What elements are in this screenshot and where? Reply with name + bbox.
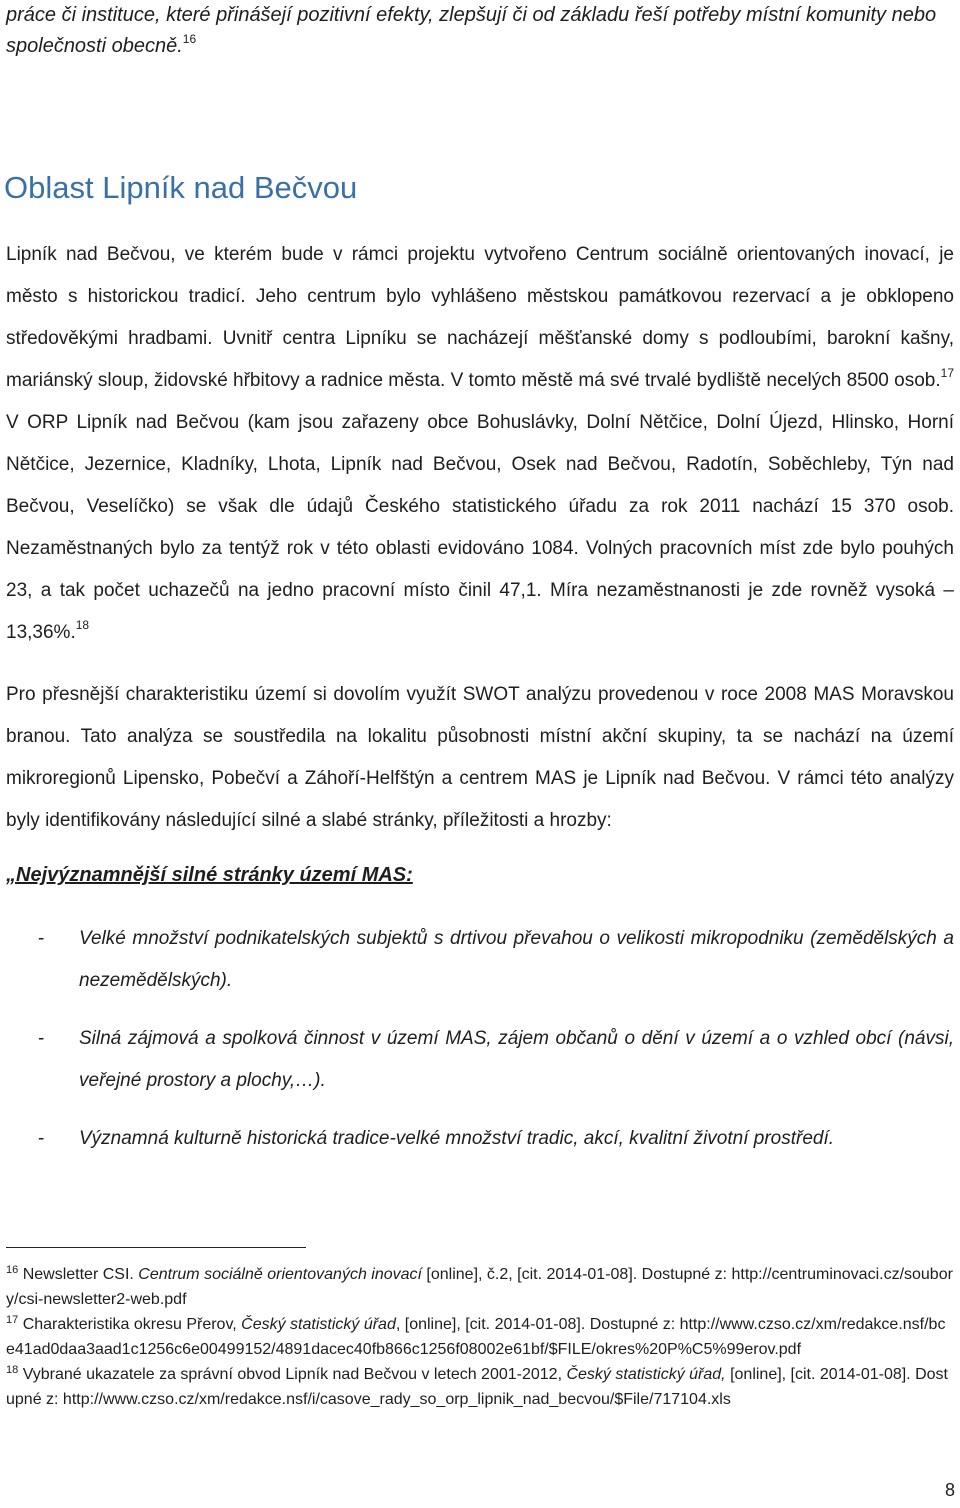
list-item-text: Významná kulturně historická tradice-velké množství tradic, akcí, kvalitní životní prostředí. — [79, 1128, 835, 1149]
strengths-list — [6, 918, 954, 1176]
footnote-text: Newsletter CSI. — [18, 1266, 139, 1283]
page-number: 8 — [945, 1480, 956, 1500]
footnote-separator — [6, 1247, 306, 1248]
footnote-text: Vybrané ukazatele za správní obvod Lipník nad Bečvou v letech 2001-2012, — [18, 1366, 567, 1383]
strengths-heading: „Nejvýznamnější silné stránky území MAS: — [6, 864, 413, 886]
list-item — [6, 918, 954, 1002]
footnote-source-title: Centrum sociálně orientovaných inovací — [138, 1266, 422, 1283]
footnote-16 — [6, 1262, 954, 1312]
footnote-ref-18[interactable]: 18 — [75, 618, 90, 632]
footnote-17 — [6, 1312, 954, 1362]
lipnik-text-part1: Lipník nad Bečvou, ve kterém bude v rámci projektu vytvořeno Centrum sociálně orientovaných inovací, je město s historickou tradicí. Jeho centrum bylo vyhlášeno městskou památkovou rezervací a je obklopeno středověkými hradbami. Uvnitř centra Lipníku se nacházejí měšťanské domy s podloubími, barokní kašny, mariánský sloup, židovské hřbitovy a radnice města. V tomto městě má své trvalé bydliště necelých 8500 osob. — [6, 244, 954, 391]
list-dash: - — [38, 1028, 45, 1049]
footnote-number: 18 — [6, 1364, 19, 1376]
list-item-text: Silná zájmová a spolková činnost v území MAS, zájem občanů o dění v území a o vzhled obcí (návsi, veřejné prostory a plochy,…). — [79, 1028, 954, 1091]
intro-text: práce či instituce, které přinášejí pozitivní efekty, zlepšují či od základu řeší potřeby místní komunity nebo společnosti obecně. — [6, 4, 937, 57]
footnote-text: Charakteristika okresu Přerov, — [18, 1316, 242, 1333]
list-item — [6, 1018, 954, 1102]
footnotes — [6, 1262, 954, 1412]
footnote-source-title: Český statistický úřad, — [566, 1366, 726, 1383]
list-dash: - — [38, 1128, 45, 1149]
lipnik-paragraph — [6, 234, 954, 654]
list-dash: - — [38, 928, 45, 949]
footnote-number: 16 — [6, 1264, 19, 1276]
footnote-source-title: Český statistický úřad — [241, 1316, 396, 1333]
list-item — [6, 1118, 954, 1160]
swot-paragraph: Pro přesnější charakteristiku území si dovolím využít SWOT analýzu provedenou v roce 2008 MAS Moravskou branou. Tato analýza se soustředila na lokalitu působnosti místní akční skupiny, ta se nachází na území mikroregionů Lipensko, Pobečví a Záhoří-Helfštýn a centrem MAS je Lipník nad Bečvou. V rámci této analýzy byly identifikovány následující silné a slabé stránky, příležitosti a hrozby: — [6, 684, 954, 831]
intro-paragraph — [6, 0, 952, 62]
footnote-ref-16[interactable]: 16 — [182, 32, 197, 46]
footnote-link-text[interactable]: [online], [cit. 2014-01-08]. Dostupné z: http://www.czso.cz/xm/redakce.nsf/i/casove_rady_so_orp_lipnik_nad_becvou/$File/717104.xls — [6, 1366, 948, 1408]
footnote-link-text[interactable]: [online], č.2, [cit. 2014-01-08]. Dostupné z: http://centruminovaci.cz/soubory/csi-newsletter2-web.pdf — [6, 1266, 953, 1308]
section-heading: Oblast Lipník nad Bečvou — [4, 170, 358, 205]
list-item-text: Velké množství podnikatelských subjektů s drtivou převahou o velikosti mikropodniku (zemědělských a nezemědělských). — [79, 928, 954, 991]
footnote-18 — [6, 1362, 954, 1412]
lipnik-text-part2: V ORP Lipník nad Bečvou (kam jsou zařazeny obce Bohuslávky, Dolní Nětčice, Dolní Újezd, Hlinsko, Horní Nětčice, Jezernice, Kladníky, Lhota, Lipník nad Bečvou, Osek nad Bečvou, Radotín, Soběchleby, Týn nad Bečvou, Veselíčko) se však dle údajů Českého statistického úřadu za rok 2011 nachází 15 370 osob. Nezaměstnaných bylo za tentýž rok v této oblasti evidováno 1084. Volných pracovních míst zde bylo pouhých 23, a tak počet uchazečů na jedno pracovní místo činil 47,1. Míra nezaměstnanosti je zde rovněž vysoká – 13,36%. — [6, 412, 954, 643]
footnote-ref-17[interactable]: 17 — [940, 366, 954, 380]
footnote-link-text[interactable]: , [online], [cit. 2014-01-08]. Dostupné z: http://www.czso.cz/xm/redakce.nsf/bce41ad0daa3aad1c1256c6e00499152/4891dacec40fb866c1256f08002e61bf/$FILE/okres%20P%C5%99erov.pdf — [6, 1316, 946, 1358]
footnote-number: 17 — [6, 1314, 19, 1326]
